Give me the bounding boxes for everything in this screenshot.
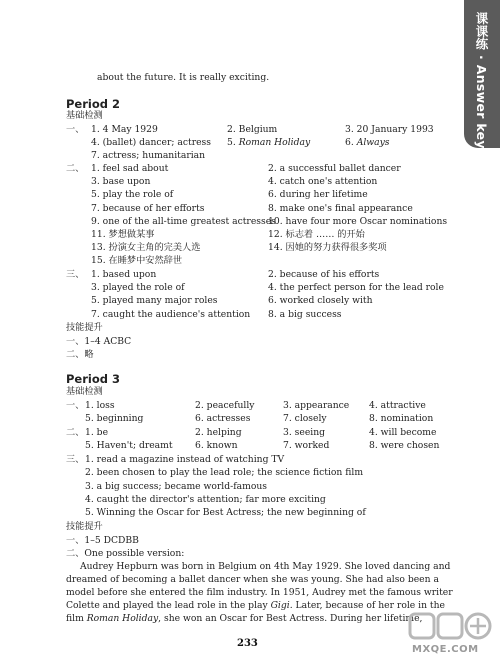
p2-part2-item: 11. 梦想做某事 [91,229,155,240]
p2-p1-c: 3. 20 January 1993 [345,124,434,135]
p2-part2-item: 12. 标志着 …… 的开始 [268,229,365,240]
p3-part2-cell: 2. helping [195,427,242,438]
p2-part1-num: 一、 [66,124,85,135]
p3-part1-cell: 1. loss [85,400,115,411]
p2-part2-item: 7. because of her efforts [91,202,205,214]
p2-part2-item: 13. 扮演女主角的完美人选 [91,242,201,254]
period3-skill-2: 二、One possible version: [66,548,185,559]
p3-part1-cell: 3. appearance [283,400,350,411]
p2-p1-a: 1. 4 May 1929 [91,124,158,135]
p2-part3-item: 7. caught the audience's attention [91,308,251,320]
p2-part3-item: 6. worked closely with [268,295,373,307]
p2-part2-item: 14. 因她的努力获得很多奖项 [268,242,387,254]
p2-part3-item: 4. the perfect person for the lead role [268,282,444,294]
side-tab-label: 课课练 · Answer key [474,12,489,149]
p3-part3-num: 三、 [66,454,85,465]
essay-line-4: Colette and played the lead role in the play Gigi. Later, because of her role in the [66,600,445,611]
essay-line-5: film Roman Holiday, she won an Oscar for Best Actress. During her lifetime, [66,613,423,624]
p2-part3-item: 2. because of his efforts [268,269,380,280]
period3-basic-label: 基础检测 [66,386,103,397]
p2-p1-d: 4. (ballet) dancer; actress [91,137,211,148]
p3-part1-cell: 6. actresses [195,413,251,425]
p3-part3-item: 1. read a magazine instead of watching TV [85,454,285,465]
p3-part1-cell: 4. attractive [369,400,426,411]
p3-part1-cell: 2. peacefully [195,400,255,411]
p2-part2-item: 8. make one's final appearance [268,202,413,214]
p2-p1-e: 5. Roman Holiday [227,137,311,148]
p2-part2-item: 9. one of the all-time greatest actresses [91,215,276,227]
p2-part2-item: 3. base upon [91,176,151,188]
p2-p1-g: 7. actress; humanitarian [91,150,206,161]
p2-part2-num: 二、 [66,163,85,174]
p3-part2-cell: 5. Haven't; dreamt [85,440,173,452]
p2-part3-item: 1. based upon [91,269,157,280]
essay-gigi: Gigi [270,600,290,611]
period2-basic-label: 基础检测 [66,110,103,121]
p2-part2-item: 5. play the role of [91,189,174,201]
p3-part1-cell: 8. nomination [369,413,434,425]
p3-part1-cell: 7. closely [283,413,327,425]
period3-title: Period 3 [66,372,120,386]
period3-skill-1: 一、1–5 DCDBB [66,535,139,546]
p2-part3-item: 8. a big success [268,308,342,320]
period3-skill-label: 技能提升 [66,521,103,532]
p3-part2-num: 二、 [66,427,85,438]
essay-line-1: Audrey Hepburn was born in Belgium on 4th May 1929. She loved dancing and [80,561,451,572]
p2-part2-item: 10. have four more Oscar nominations [268,215,448,227]
p2-part3-item: 5. played many major roles [91,295,218,307]
period2-skill-label: 技能提升 [66,322,103,333]
intro-line: about the future. It is really exciting. [97,72,270,83]
essay-line-3: model before she entered the film industry. In 1951, Audrey met the famous writer [66,587,453,598]
p2-p1-f: 6. Always [345,137,390,148]
p3-part3-item: 4. caught the director's attention; far more exciting [85,493,326,505]
p2-part2-item: 15. 在睡梦中安然辞世 [91,255,183,267]
p3-part2-cell: 8. were chosen [369,440,440,452]
p2-part2-item: 2. a successful ballet dancer [268,163,401,174]
essay-line-2: dreamed of becoming a ballet dancer when she was young. She had also been a [66,574,439,585]
watermark-text: MXQE.COM [412,644,479,655]
p3-part3-item: 3. a big success; became world-famous [85,480,267,492]
period2-skill-1: 一、1–4 ACBC [66,336,132,347]
p3-part3-item: 5. Winning the Oscar for Best Actress; the new beginning of [85,507,366,519]
p3-part1-cell: 5. beginning [85,413,144,425]
side-tab [464,0,500,148]
p2-part2-item: 4. catch one's attention [268,176,378,188]
period2-skill-2: 二、略 [66,349,94,360]
p2-part3-num: 三、 [66,269,85,280]
page-number: 233 [237,638,258,649]
p3-part2-cell: 6. known [195,440,238,452]
p3-part3-item: 2. been chosen to play the lead role; the science fiction film [85,467,364,479]
p2-p1-f-title: Always [356,137,390,148]
p2-part2-item: 1. feel sad about [91,163,169,174]
p2-part3-item: 3. played the role of [91,282,185,294]
p3-part2-cell: 3. seeing [283,427,326,438]
p3-part2-cell: 1. be [85,427,109,438]
p3-part1-num: 一、 [66,400,85,411]
p3-part2-cell: 4. will become [369,427,437,438]
essay-roman-holiday: Roman Holiday [86,613,159,624]
period2-title: Period 2 [66,97,120,111]
p3-part2-cell: 7. worked [283,440,330,452]
p2-p1-e-title: Roman Holiday [238,137,311,148]
p2-p1-b: 2. Belgium [227,124,278,135]
p2-part2-item: 6. during her lifetime [268,189,368,201]
